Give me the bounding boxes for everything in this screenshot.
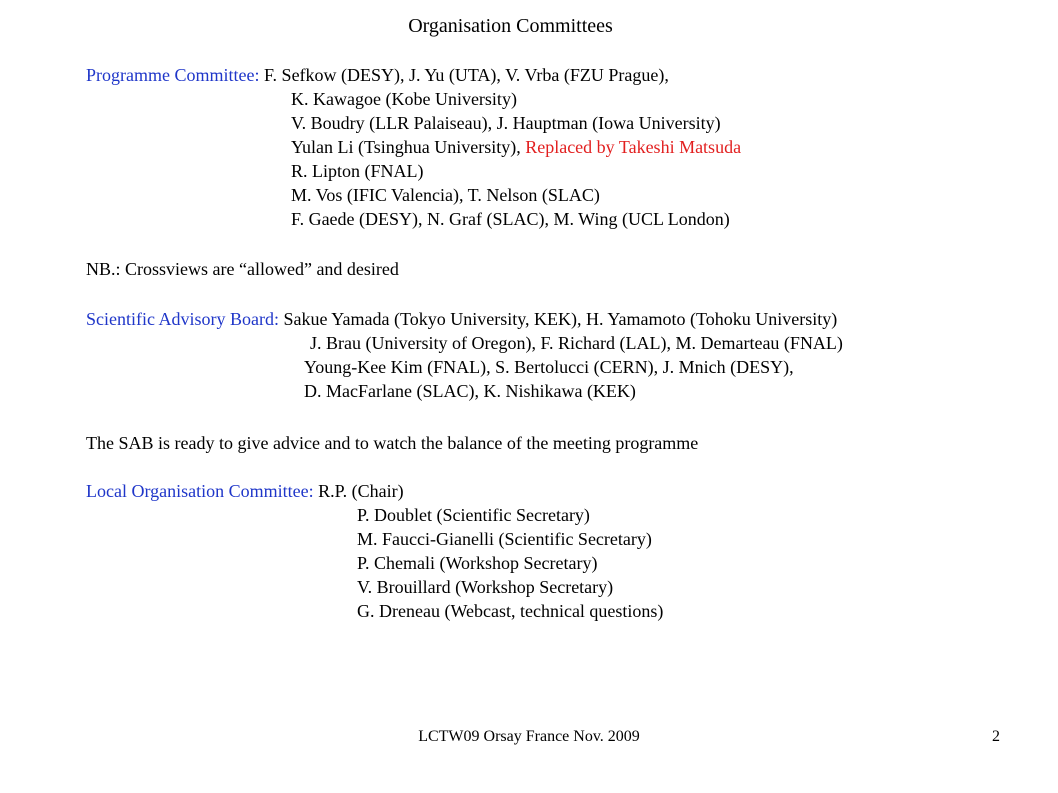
loc-member-5: V. Brouillard (Workshop Secretary)	[357, 577, 614, 597]
programme-committee-members-5: R. Lipton (FNAL)	[291, 161, 424, 181]
programme-committee-members-3: V. Boudry (LLR Palaiseau), J. Hauptman (Iowa University)	[291, 113, 721, 133]
programme-committee-line-1	[86, 64, 669, 86]
page-number: 2	[992, 728, 1000, 745]
sab-label: Scientific Advisory Board:	[86, 309, 279, 329]
programme-committee-members-4: Yulan Li (Tsinghua University),	[291, 137, 526, 157]
loc-member-2: P. Doublet (Scientific Secretary)	[357, 505, 590, 525]
nb-note: NB.: Crossviews are “allowed” and desired	[86, 259, 399, 279]
programme-committee-members-2: K. Kawagoe (Kobe University)	[291, 89, 517, 109]
sab-members-1: Sakue Yamada (Tokyo University, KEK), H. Yamamoto (Tohoku University)	[283, 309, 838, 329]
sab-note: The SAB is ready to give advice and to watch the balance of the meeting programme	[86, 433, 699, 453]
loc-label: Local Organisation Committee:	[86, 481, 314, 501]
loc-line-1	[86, 480, 404, 502]
programme-committee-members-6: M. Vos (IFIC Valencia), T. Nelson (SLAC)	[291, 185, 600, 205]
sab-members-2: J. Brau (University of Oregon), F. Richard (LAL), M. Demarteau (FNAL)	[310, 333, 843, 353]
sab-members-3: Young-Kee Kim (FNAL), S. Bertolucci (CERN), J. Mnich (DESY),	[304, 357, 794, 377]
slide-title: Organisation Committees	[408, 15, 613, 37]
programme-committee-label: Programme Committee:	[86, 65, 260, 85]
programme-committee-members-7: F. Gaede (DESY), N. Graf (SLAC), M. Wing (UCL London)	[291, 209, 730, 229]
footer-text: LCTW09 Orsay France Nov. 2009	[418, 728, 640, 745]
loc-member-3: M. Faucci-Gianelli (Scientific Secretary)	[357, 529, 652, 549]
loc-member-4: P. Chemali (Workshop Secretary)	[357, 553, 598, 573]
sab-line-1	[86, 308, 837, 330]
sab-members-4: D. MacFarlane (SLAC), K. Nishikawa (KEK)	[304, 381, 636, 401]
programme-committee-line-4	[291, 136, 741, 158]
replacement-note: Replaced by Takeshi Matsuda	[525, 137, 742, 157]
loc-member-1: R.P. (Chair)	[318, 481, 404, 501]
loc-member-6: G. Dreneau (Webcast, technical questions)	[357, 601, 664, 621]
programme-committee-members-1: F. Sefkow (DESY), J. Yu (UTA), V. Vrba (FZU Prague),	[263, 65, 669, 85]
